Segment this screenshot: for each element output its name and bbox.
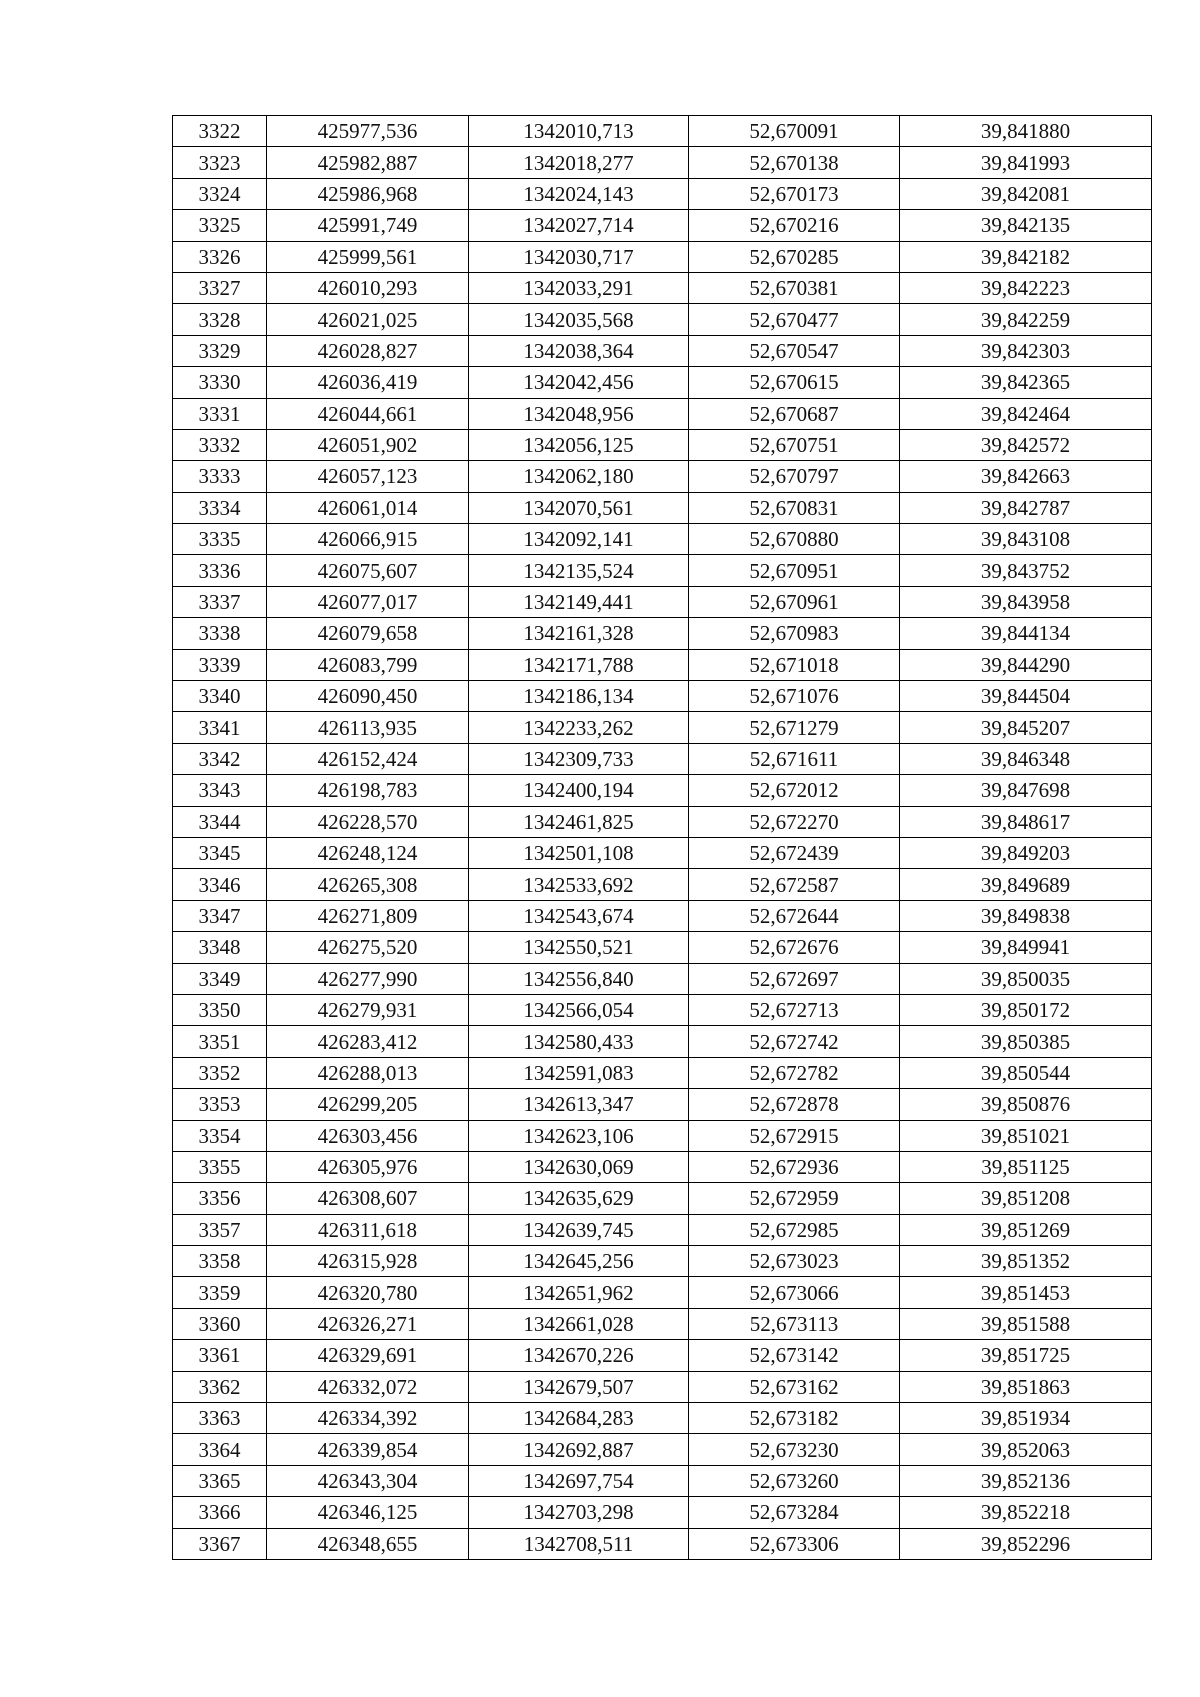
table-row <box>173 178 1152 209</box>
table-row <box>173 492 1152 523</box>
x-coordinate-cell: 426021,025 <box>267 304 469 335</box>
y-coordinate-cell: 1342661,028 <box>469 1308 689 1339</box>
x-coordinate-cell: 426010,293 <box>267 272 469 303</box>
longitude-cell: 39,843958 <box>900 586 1152 617</box>
latitude-cell: 52,672742 <box>689 1026 900 1057</box>
point-number-cell: 3353 <box>173 1089 267 1120</box>
latitude-cell: 52,670091 <box>689 116 900 147</box>
latitude-cell: 52,670797 <box>689 461 900 492</box>
y-coordinate-cell: 1342670,226 <box>469 1340 689 1371</box>
coordinates-table <box>172 115 1152 1560</box>
longitude-cell: 39,841880 <box>900 116 1152 147</box>
longitude-cell: 39,849689 <box>900 869 1152 900</box>
x-coordinate-cell: 426044,661 <box>267 398 469 429</box>
y-coordinate-cell: 1342550,521 <box>469 932 689 963</box>
table-row <box>173 1340 1152 1371</box>
y-coordinate-cell: 1342697,754 <box>469 1465 689 1496</box>
x-coordinate-cell: 426079,658 <box>267 618 469 649</box>
y-coordinate-cell: 1342042,456 <box>469 367 689 398</box>
y-coordinate-cell: 1342580,433 <box>469 1026 689 1057</box>
y-coordinate-cell: 1342679,507 <box>469 1371 689 1402</box>
y-coordinate-cell: 1342635,629 <box>469 1183 689 1214</box>
table-row <box>173 994 1152 1025</box>
y-coordinate-cell: 1342186,134 <box>469 681 689 712</box>
y-coordinate-cell: 1342461,825 <box>469 806 689 837</box>
latitude-cell: 52,670615 <box>689 367 900 398</box>
y-coordinate-cell: 1342533,692 <box>469 869 689 900</box>
x-coordinate-cell: 426311,618 <box>267 1214 469 1245</box>
point-number-cell: 3329 <box>173 335 267 366</box>
x-coordinate-cell: 426326,271 <box>267 1308 469 1339</box>
table-row <box>173 1465 1152 1496</box>
y-coordinate-cell: 1342556,840 <box>469 963 689 994</box>
point-number-cell: 3367 <box>173 1528 267 1559</box>
longitude-cell: 39,847698 <box>900 775 1152 806</box>
x-coordinate-cell: 426090,450 <box>267 681 469 712</box>
latitude-cell: 52,670951 <box>689 555 900 586</box>
y-coordinate-cell: 1342703,298 <box>469 1497 689 1528</box>
longitude-cell: 39,842464 <box>900 398 1152 429</box>
point-number-cell: 3363 <box>173 1403 267 1434</box>
x-coordinate-cell: 426299,205 <box>267 1089 469 1120</box>
longitude-cell: 39,848617 <box>900 806 1152 837</box>
longitude-cell: 39,850876 <box>900 1089 1152 1120</box>
latitude-cell: 52,672439 <box>689 837 900 868</box>
latitude-cell: 52,670687 <box>689 398 900 429</box>
table-row <box>173 429 1152 460</box>
x-coordinate-cell: 426075,607 <box>267 555 469 586</box>
longitude-cell: 39,849941 <box>900 932 1152 963</box>
table-row <box>173 1277 1152 1308</box>
point-number-cell: 3344 <box>173 806 267 837</box>
latitude-cell: 52,673142 <box>689 1340 900 1371</box>
table-row <box>173 524 1152 555</box>
x-coordinate-cell: 426152,424 <box>267 743 469 774</box>
x-coordinate-cell: 425999,561 <box>267 241 469 272</box>
table-row <box>173 712 1152 743</box>
latitude-cell: 52,670138 <box>689 147 900 178</box>
x-coordinate-cell: 426066,915 <box>267 524 469 555</box>
longitude-cell: 39,851934 <box>900 1403 1152 1434</box>
table-row <box>173 1120 1152 1151</box>
y-coordinate-cell: 1342010,713 <box>469 116 689 147</box>
table-row <box>173 147 1152 178</box>
table-row <box>173 649 1152 680</box>
longitude-cell: 39,844290 <box>900 649 1152 680</box>
point-number-cell: 3338 <box>173 618 267 649</box>
point-number-cell: 3343 <box>173 775 267 806</box>
x-coordinate-cell: 426271,809 <box>267 900 469 931</box>
longitude-cell: 39,850035 <box>900 963 1152 994</box>
x-coordinate-cell: 426077,017 <box>267 586 469 617</box>
table-row <box>173 586 1152 617</box>
latitude-cell: 52,670961 <box>689 586 900 617</box>
y-coordinate-cell: 1342030,717 <box>469 241 689 272</box>
y-coordinate-cell: 1342135,524 <box>469 555 689 586</box>
table-row <box>173 618 1152 649</box>
longitude-cell: 39,850544 <box>900 1057 1152 1088</box>
latitude-cell: 52,672587 <box>689 869 900 900</box>
longitude-cell: 39,851453 <box>900 1277 1152 1308</box>
longitude-cell: 39,845207 <box>900 712 1152 743</box>
table-row <box>173 743 1152 774</box>
point-number-cell: 3359 <box>173 1277 267 1308</box>
point-number-cell: 3345 <box>173 837 267 868</box>
x-coordinate-cell: 426334,392 <box>267 1403 469 1434</box>
longitude-cell: 39,842365 <box>900 367 1152 398</box>
point-number-cell: 3330 <box>173 367 267 398</box>
x-coordinate-cell: 426277,990 <box>267 963 469 994</box>
table-row <box>173 1089 1152 1120</box>
latitude-cell: 52,671279 <box>689 712 900 743</box>
x-coordinate-cell: 426279,931 <box>267 994 469 1025</box>
longitude-cell: 39,851125 <box>900 1151 1152 1182</box>
point-number-cell: 3328 <box>173 304 267 335</box>
point-number-cell: 3351 <box>173 1026 267 1057</box>
point-number-cell: 3362 <box>173 1371 267 1402</box>
longitude-cell: 39,850172 <box>900 994 1152 1025</box>
latitude-cell: 52,673230 <box>689 1434 900 1465</box>
x-coordinate-cell: 426198,783 <box>267 775 469 806</box>
table-row <box>173 1057 1152 1088</box>
table-row <box>173 241 1152 272</box>
latitude-cell: 52,672644 <box>689 900 900 931</box>
point-number-cell: 3356 <box>173 1183 267 1214</box>
latitude-cell: 52,672915 <box>689 1120 900 1151</box>
table-row <box>173 304 1152 335</box>
table-row <box>173 837 1152 868</box>
x-coordinate-cell: 426348,655 <box>267 1528 469 1559</box>
latitude-cell: 52,671076 <box>689 681 900 712</box>
x-coordinate-cell: 425982,887 <box>267 147 469 178</box>
x-coordinate-cell: 425991,749 <box>267 210 469 241</box>
point-number-cell: 3341 <box>173 712 267 743</box>
longitude-cell: 39,842135 <box>900 210 1152 241</box>
longitude-cell: 39,842081 <box>900 178 1152 209</box>
latitude-cell: 52,672713 <box>689 994 900 1025</box>
longitude-cell: 39,849838 <box>900 900 1152 931</box>
point-number-cell: 3335 <box>173 524 267 555</box>
y-coordinate-cell: 1342645,256 <box>469 1246 689 1277</box>
point-number-cell: 3332 <box>173 429 267 460</box>
table-row <box>173 963 1152 994</box>
latitude-cell: 52,673182 <box>689 1403 900 1434</box>
point-number-cell: 3324 <box>173 178 267 209</box>
point-number-cell: 3361 <box>173 1340 267 1371</box>
table-row <box>173 1403 1152 1434</box>
table-row <box>173 806 1152 837</box>
latitude-cell: 52,673162 <box>689 1371 900 1402</box>
x-coordinate-cell: 426083,799 <box>267 649 469 680</box>
table-row <box>173 272 1152 303</box>
y-coordinate-cell: 1342233,262 <box>469 712 689 743</box>
y-coordinate-cell: 1342591,083 <box>469 1057 689 1088</box>
longitude-cell: 39,849203 <box>900 837 1152 868</box>
table-row <box>173 210 1152 241</box>
y-coordinate-cell: 1342027,714 <box>469 210 689 241</box>
table-row <box>173 367 1152 398</box>
x-coordinate-cell: 426057,123 <box>267 461 469 492</box>
latitude-cell: 52,670285 <box>689 241 900 272</box>
longitude-cell: 39,844134 <box>900 618 1152 649</box>
point-number-cell: 3322 <box>173 116 267 147</box>
latitude-cell: 52,673260 <box>689 1465 900 1496</box>
latitude-cell: 52,670880 <box>689 524 900 555</box>
latitude-cell: 52,672676 <box>689 932 900 963</box>
point-number-cell: 3347 <box>173 900 267 931</box>
y-coordinate-cell: 1342024,143 <box>469 178 689 209</box>
y-coordinate-cell: 1342692,887 <box>469 1434 689 1465</box>
longitude-cell: 39,852136 <box>900 1465 1152 1496</box>
latitude-cell: 52,670173 <box>689 178 900 209</box>
point-number-cell: 3326 <box>173 241 267 272</box>
latitude-cell: 52,670751 <box>689 429 900 460</box>
x-coordinate-cell: 426113,935 <box>267 712 469 743</box>
point-number-cell: 3339 <box>173 649 267 680</box>
y-coordinate-cell: 1342048,956 <box>469 398 689 429</box>
x-coordinate-cell: 426329,691 <box>267 1340 469 1371</box>
y-coordinate-cell: 1342056,125 <box>469 429 689 460</box>
latitude-cell: 52,671018 <box>689 649 900 680</box>
longitude-cell: 39,851021 <box>900 1120 1152 1151</box>
latitude-cell: 52,670477 <box>689 304 900 335</box>
table-row <box>173 775 1152 806</box>
point-number-cell: 3334 <box>173 492 267 523</box>
x-coordinate-cell: 426320,780 <box>267 1277 469 1308</box>
longitude-cell: 39,841993 <box>900 147 1152 178</box>
point-number-cell: 3346 <box>173 869 267 900</box>
longitude-cell: 39,852063 <box>900 1434 1152 1465</box>
y-coordinate-cell: 1342543,674 <box>469 900 689 931</box>
y-coordinate-cell: 1342613,347 <box>469 1089 689 1120</box>
longitude-cell: 39,851208 <box>900 1183 1152 1214</box>
table-row <box>173 1434 1152 1465</box>
longitude-cell: 39,842182 <box>900 241 1152 272</box>
point-number-cell: 3365 <box>173 1465 267 1496</box>
x-coordinate-cell: 426339,854 <box>267 1434 469 1465</box>
table-row <box>173 335 1152 366</box>
point-number-cell: 3360 <box>173 1308 267 1339</box>
table-row <box>173 681 1152 712</box>
table-row <box>173 1371 1152 1402</box>
latitude-cell: 52,673023 <box>689 1246 900 1277</box>
longitude-cell: 39,852218 <box>900 1497 1152 1528</box>
table-row <box>173 1497 1152 1528</box>
point-number-cell: 3364 <box>173 1434 267 1465</box>
x-coordinate-cell: 426303,456 <box>267 1120 469 1151</box>
table-row <box>173 900 1152 931</box>
latitude-cell: 52,673113 <box>689 1308 900 1339</box>
table-row <box>173 1246 1152 1277</box>
point-number-cell: 3323 <box>173 147 267 178</box>
y-coordinate-cell: 1342149,441 <box>469 586 689 617</box>
y-coordinate-cell: 1342070,561 <box>469 492 689 523</box>
table-row <box>173 1214 1152 1245</box>
point-number-cell: 3349 <box>173 963 267 994</box>
table-row <box>173 461 1152 492</box>
point-number-cell: 3366 <box>173 1497 267 1528</box>
y-coordinate-cell: 1342400,194 <box>469 775 689 806</box>
x-coordinate-cell: 426308,607 <box>267 1183 469 1214</box>
longitude-cell: 39,842787 <box>900 492 1152 523</box>
point-number-cell: 3336 <box>173 555 267 586</box>
longitude-cell: 39,850385 <box>900 1026 1152 1057</box>
table-row <box>173 869 1152 900</box>
table-row <box>173 1026 1152 1057</box>
longitude-cell: 39,844504 <box>900 681 1152 712</box>
longitude-cell: 39,851352 <box>900 1246 1152 1277</box>
point-number-cell: 3355 <box>173 1151 267 1182</box>
longitude-cell: 39,851863 <box>900 1371 1152 1402</box>
point-number-cell: 3337 <box>173 586 267 617</box>
point-number-cell: 3331 <box>173 398 267 429</box>
y-coordinate-cell: 1342018,277 <box>469 147 689 178</box>
latitude-cell: 52,672985 <box>689 1214 900 1245</box>
y-coordinate-cell: 1342035,568 <box>469 304 689 335</box>
y-coordinate-cell: 1342651,962 <box>469 1277 689 1308</box>
table-row <box>173 1308 1152 1339</box>
longitude-cell: 39,843108 <box>900 524 1152 555</box>
y-coordinate-cell: 1342684,283 <box>469 1403 689 1434</box>
x-coordinate-cell: 426332,072 <box>267 1371 469 1402</box>
y-coordinate-cell: 1342623,106 <box>469 1120 689 1151</box>
x-coordinate-cell: 426028,827 <box>267 335 469 366</box>
latitude-cell: 52,670547 <box>689 335 900 366</box>
longitude-cell: 39,851269 <box>900 1214 1152 1245</box>
longitude-cell: 39,843752 <box>900 555 1152 586</box>
point-number-cell: 3333 <box>173 461 267 492</box>
latitude-cell: 52,672697 <box>689 963 900 994</box>
longitude-cell: 39,851588 <box>900 1308 1152 1339</box>
point-number-cell: 3340 <box>173 681 267 712</box>
latitude-cell: 52,672782 <box>689 1057 900 1088</box>
table-row <box>173 555 1152 586</box>
x-coordinate-cell: 426315,928 <box>267 1246 469 1277</box>
latitude-cell: 52,670983 <box>689 618 900 649</box>
table-row <box>173 1183 1152 1214</box>
x-coordinate-cell: 426288,013 <box>267 1057 469 1088</box>
latitude-cell: 52,673066 <box>689 1277 900 1308</box>
y-coordinate-cell: 1342639,745 <box>469 1214 689 1245</box>
y-coordinate-cell: 1342630,069 <box>469 1151 689 1182</box>
x-coordinate-cell: 426346,125 <box>267 1497 469 1528</box>
point-number-cell: 3358 <box>173 1246 267 1277</box>
y-coordinate-cell: 1342309,733 <box>469 743 689 774</box>
point-number-cell: 3325 <box>173 210 267 241</box>
x-coordinate-cell: 425977,536 <box>267 116 469 147</box>
table-row <box>173 116 1152 147</box>
y-coordinate-cell: 1342033,291 <box>469 272 689 303</box>
table-row <box>173 398 1152 429</box>
y-coordinate-cell: 1342062,180 <box>469 461 689 492</box>
table-row <box>173 932 1152 963</box>
latitude-cell: 52,670381 <box>689 272 900 303</box>
latitude-cell: 52,672270 <box>689 806 900 837</box>
x-coordinate-cell: 426275,520 <box>267 932 469 963</box>
longitude-cell: 39,852296 <box>900 1528 1152 1559</box>
longitude-cell: 39,851725 <box>900 1340 1152 1371</box>
latitude-cell: 52,670216 <box>689 210 900 241</box>
x-coordinate-cell: 426061,014 <box>267 492 469 523</box>
x-coordinate-cell: 426248,124 <box>267 837 469 868</box>
table-row <box>173 1151 1152 1182</box>
latitude-cell: 52,672878 <box>689 1089 900 1120</box>
latitude-cell: 52,673306 <box>689 1528 900 1559</box>
y-coordinate-cell: 1342501,108 <box>469 837 689 868</box>
x-coordinate-cell: 426228,570 <box>267 806 469 837</box>
y-coordinate-cell: 1342708,511 <box>469 1528 689 1559</box>
y-coordinate-cell: 1342171,788 <box>469 649 689 680</box>
x-coordinate-cell: 426283,412 <box>267 1026 469 1057</box>
x-coordinate-cell: 426305,976 <box>267 1151 469 1182</box>
coordinates-table-body <box>173 116 1152 1560</box>
point-number-cell: 3348 <box>173 932 267 963</box>
point-number-cell: 3342 <box>173 743 267 774</box>
latitude-cell: 52,672012 <box>689 775 900 806</box>
x-coordinate-cell: 426051,902 <box>267 429 469 460</box>
x-coordinate-cell: 426036,419 <box>267 367 469 398</box>
longitude-cell: 39,842303 <box>900 335 1152 366</box>
point-number-cell: 3354 <box>173 1120 267 1151</box>
longitude-cell: 39,842223 <box>900 272 1152 303</box>
y-coordinate-cell: 1342566,054 <box>469 994 689 1025</box>
point-number-cell: 3350 <box>173 994 267 1025</box>
x-coordinate-cell: 426265,308 <box>267 869 469 900</box>
y-coordinate-cell: 1342092,141 <box>469 524 689 555</box>
y-coordinate-cell: 1342161,328 <box>469 618 689 649</box>
latitude-cell: 52,670831 <box>689 492 900 523</box>
longitude-cell: 39,842572 <box>900 429 1152 460</box>
latitude-cell: 52,672936 <box>689 1151 900 1182</box>
point-number-cell: 3327 <box>173 272 267 303</box>
longitude-cell: 39,842259 <box>900 304 1152 335</box>
point-number-cell: 3357 <box>173 1214 267 1245</box>
point-number-cell: 3352 <box>173 1057 267 1088</box>
y-coordinate-cell: 1342038,364 <box>469 335 689 366</box>
latitude-cell: 52,671611 <box>689 743 900 774</box>
latitude-cell: 52,672959 <box>689 1183 900 1214</box>
x-coordinate-cell: 426343,304 <box>267 1465 469 1496</box>
latitude-cell: 52,673284 <box>689 1497 900 1528</box>
table-row <box>173 1528 1152 1559</box>
longitude-cell: 39,846348 <box>900 743 1152 774</box>
longitude-cell: 39,842663 <box>900 461 1152 492</box>
x-coordinate-cell: 425986,968 <box>267 178 469 209</box>
